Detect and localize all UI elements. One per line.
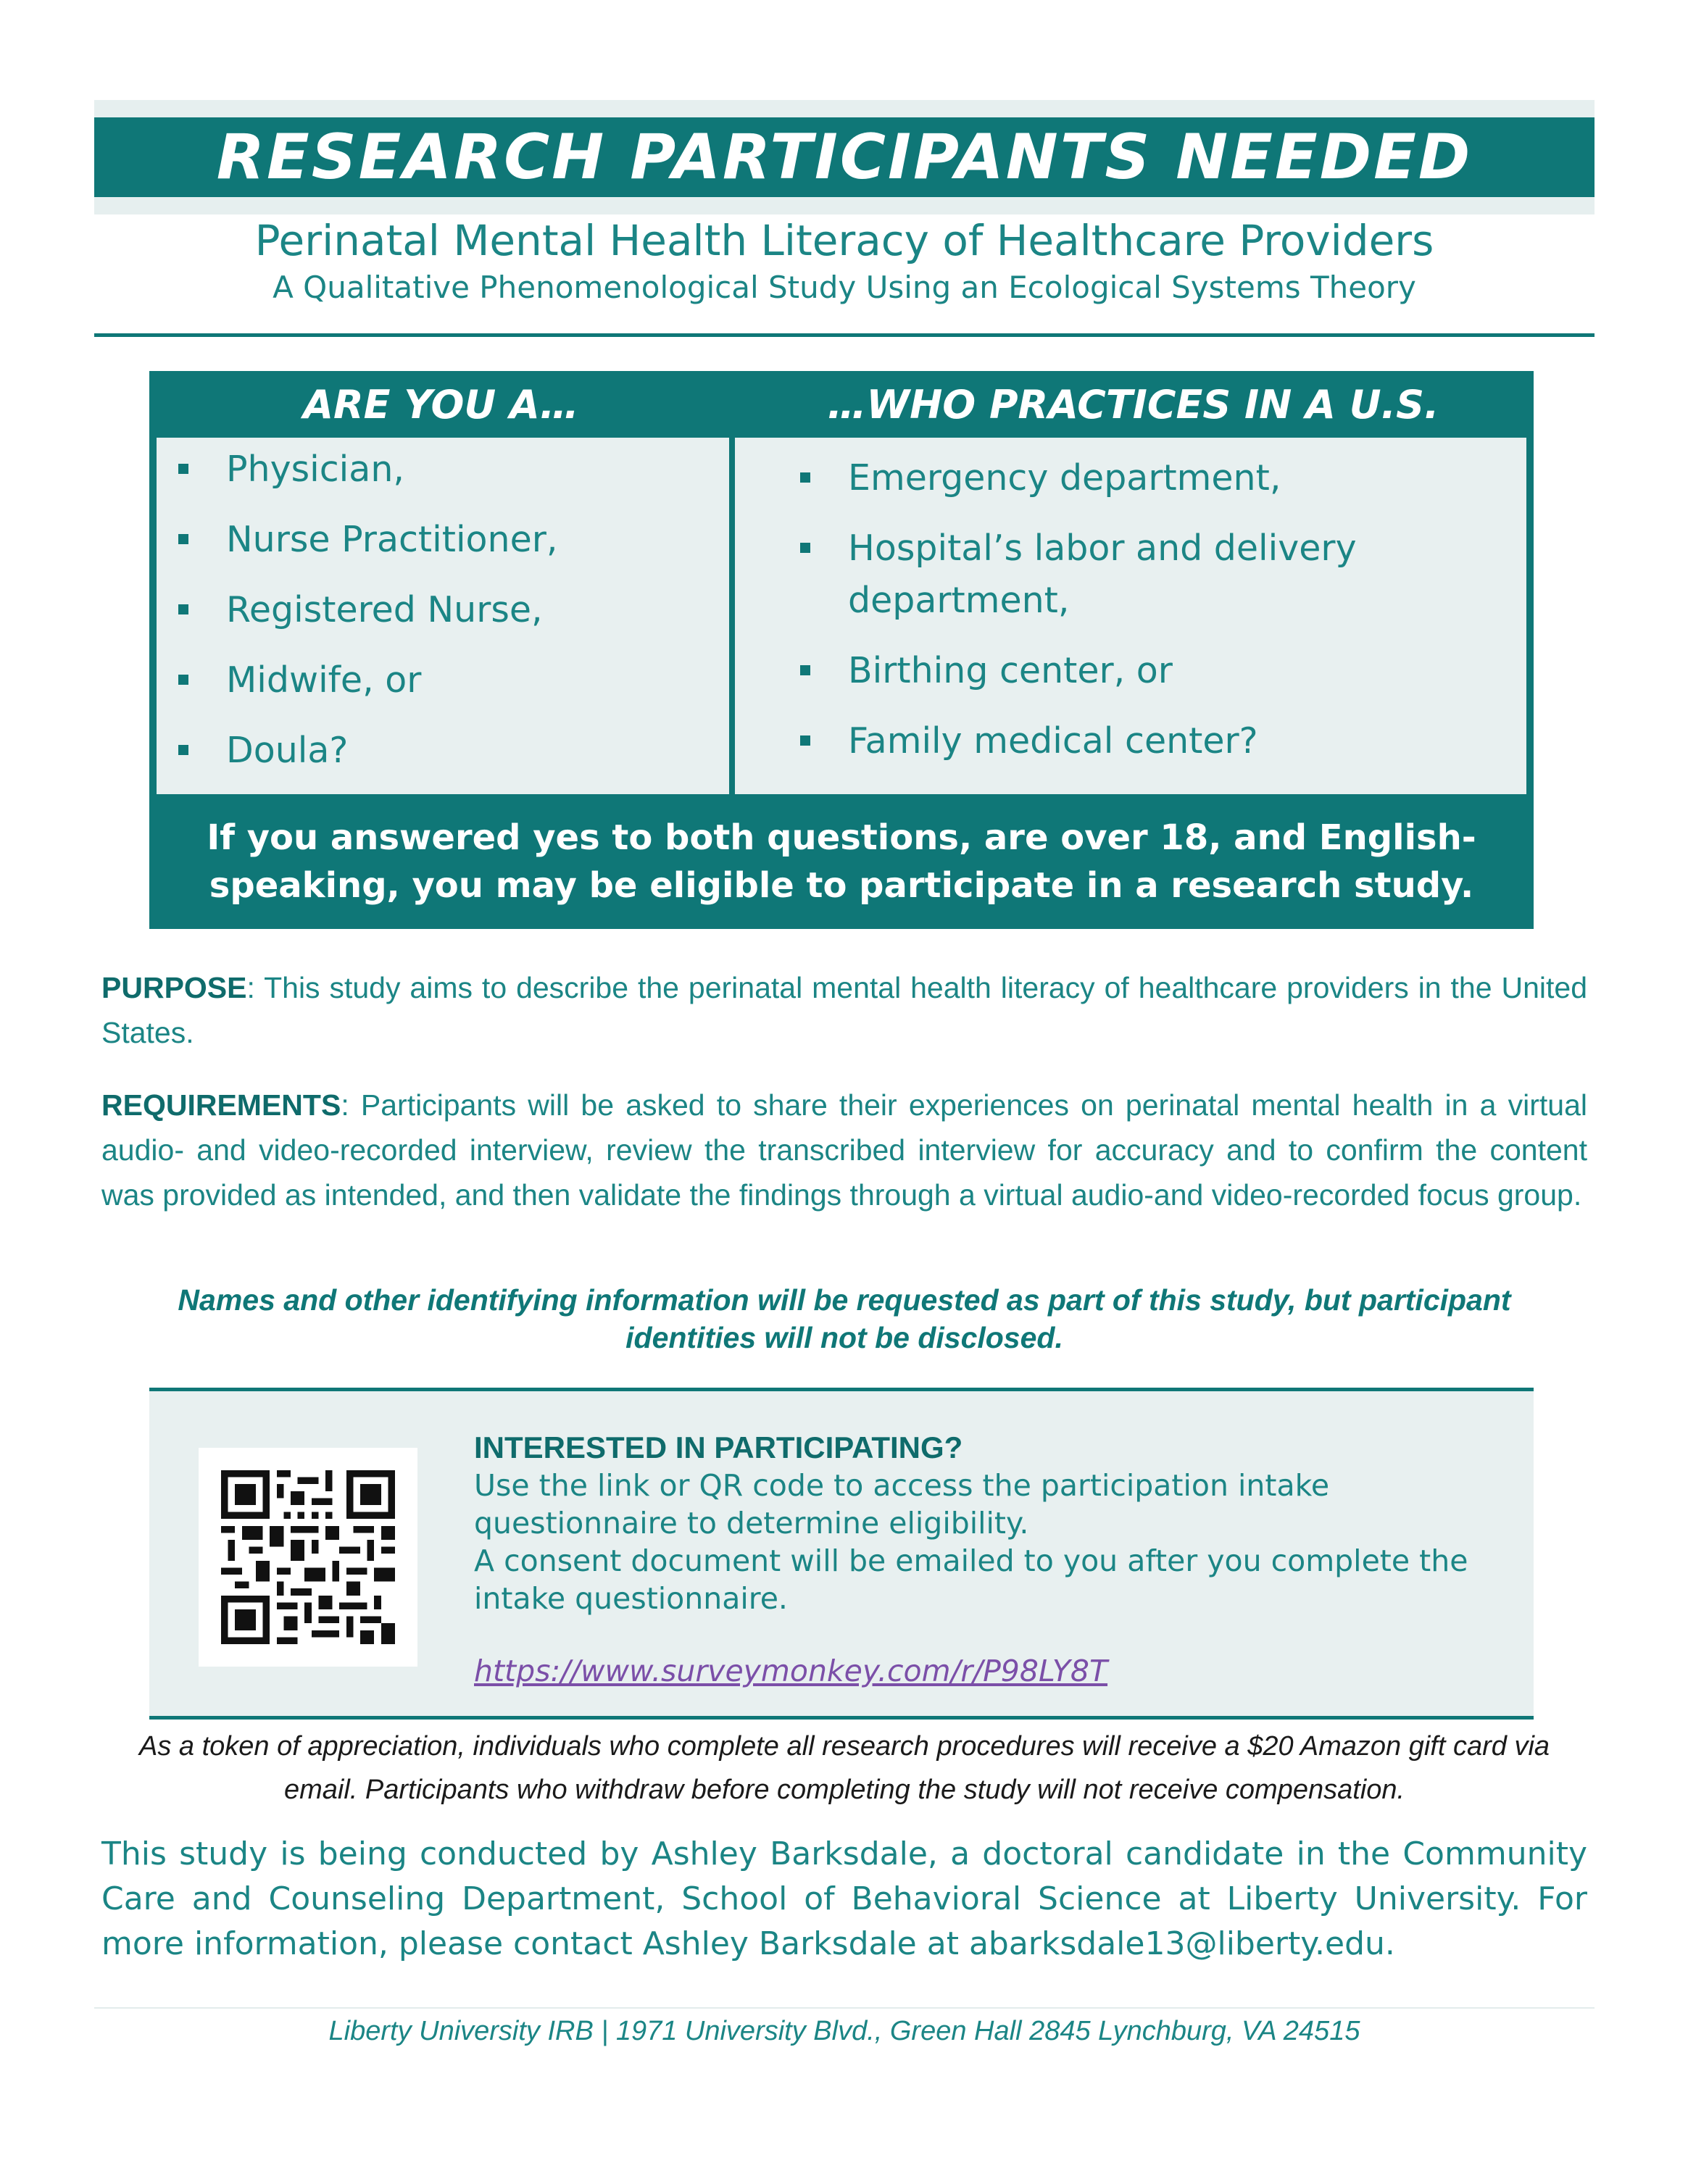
role-list: [226, 443, 557, 795]
square-bullet-icon: [178, 675, 188, 685]
privacy-notice: Names and other identifying information will be requested as part of this study, but participant identities will not be disclosed.: [178, 1283, 1511, 1354]
qr-code[interactable]: [199, 1448, 417, 1667]
consent-note: A consent document will be emailed to you after you complete the intake questionnaire.: [474, 1543, 1468, 1616]
interest-box: [149, 1391, 1534, 1720]
eligibility-left-heading: ARE YOU A…: [303, 381, 579, 428]
interest-instructions: Use the link or QR code to access the participation intake questionnaire to determine eligibility.: [474, 1468, 1330, 1541]
list-item: Emergency department,: [848, 452, 1500, 504]
square-bullet-icon: [178, 604, 188, 614]
requirements-label: REQUIREMENTS: [101, 1088, 341, 1122]
purpose-text: : This study aims to describe the perinatal mental health literacy of healthcare providers in the United States.: [101, 971, 1587, 1049]
interest-text: [474, 1429, 1489, 1690]
study-title: Perinatal Mental Health Literacy of Healthcare Providers: [254, 216, 1434, 265]
study-subtitle: A Qualitative Phenomenological Study Using an Ecological Systems Theory: [273, 270, 1416, 305]
eligibility-box: [149, 371, 1534, 929]
list-item: Nurse Practitioner,: [226, 514, 557, 566]
square-bullet-icon: [800, 735, 810, 746]
role-panel: [157, 438, 729, 794]
footer-divider: [94, 2007, 1595, 2009]
square-bullet-icon: [178, 464, 188, 474]
irb-footer: Liberty University IRB | 1971 University Blvd., Green Hall 2845 Lynchburg, VA 24515: [328, 2016, 1360, 2046]
list-item: Midwife, or: [226, 654, 557, 707]
list-item: Birthing center, or: [848, 645, 1500, 697]
purpose-label: PURPOSE: [101, 971, 247, 1004]
square-bullet-icon: [800, 543, 810, 553]
list-item: Registered Nurse,: [226, 584, 557, 636]
list-item: Hospital’s labor and delivery department,: [848, 522, 1500, 627]
researcher-contact: This study is being conducted by Ashley Barksdale, a doctoral candidate in the Community Care and Counseling Department, School of Behavioral Science at Liberty University. For more information, please contact Ashley Barksdale at abarksdale13@liberty.edu.: [101, 1835, 1587, 1962]
requirements-text: : Participants will be asked to share their experiences on perinatal mental health in a virtual audio- and video-recorded interview, review the transcribed interview for accuracy and to confirm the content was provided as intended, and then validate the findings through a virtual audio-and video-recorded focus group.: [101, 1088, 1587, 1212]
list-item: Doula?: [226, 725, 557, 777]
square-bullet-icon: [800, 665, 810, 675]
square-bullet-icon: [800, 472, 810, 483]
purpose-paragraph: [101, 965, 1587, 1055]
square-bullet-icon: [178, 745, 188, 755]
requirements-paragraph: [101, 1083, 1587, 1217]
qr-code-icon: [221, 1470, 395, 1644]
header-divider: [94, 333, 1595, 337]
setting-list: [848, 452, 1500, 785]
list-item: Physician,: [226, 443, 557, 496]
square-bullet-icon: [178, 534, 188, 544]
survey-link[interactable]: https://www.surveymonkey.com/r/P98LY8T: [474, 1654, 1108, 1688]
list-item: Family medical center?: [848, 715, 1500, 767]
page-title: RESEARCH PARTICIPANTS NEEDED: [216, 121, 1473, 193]
compensation-note: As a token of appreciation, individuals who complete all research procedures will receive a $20 Amazon gift card via email. Participants who withdraw before completing the study will not receive compensation.: [138, 1731, 1550, 1805]
eligibility-statement: If you answered yes to both questions, are over 18, and English-speaking, you may be eligible to participate in a research study.: [207, 817, 1476, 906]
header-banner: [94, 117, 1595, 197]
setting-panel: [735, 438, 1526, 794]
interest-heading: INTERESTED IN PARTICIPATING?: [474, 1430, 963, 1464]
eligibility-right-heading: …WHO PRACTICES IN A U.S.: [827, 381, 1439, 428]
